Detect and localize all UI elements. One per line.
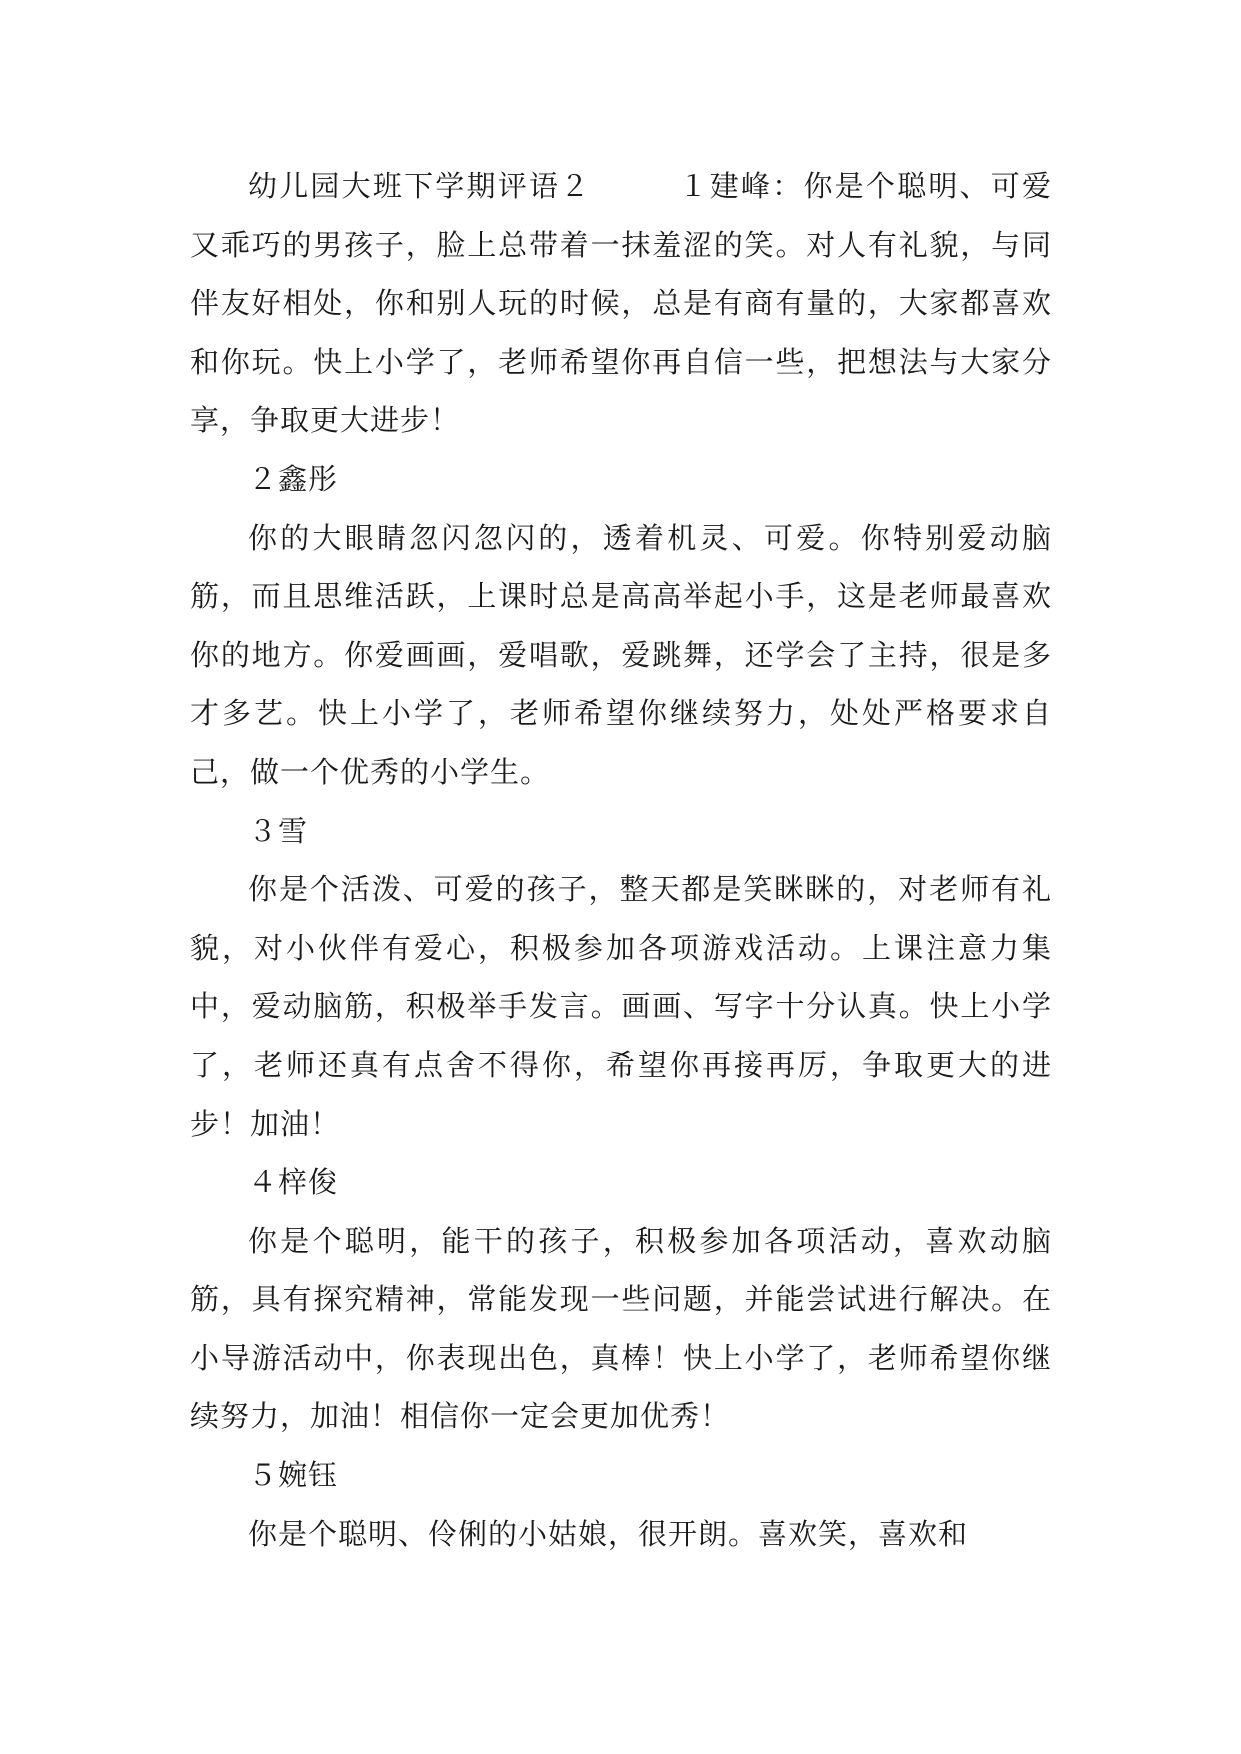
document-title: 幼儿园大班下学期评语２: [248, 169, 592, 203]
intro-paragraph: [190, 157, 1052, 450]
comment-paragraph: 你是个聪明，能干的孩子，积极参加各项活动，喜欢动脑筋，具有探究精神，常能发现一些问题，并能尝试进行解决。在小导游活动中，你表现出色，真棒！快上小学了，老师希望你继续努力，加油！相信你一定会更加优秀！: [190, 1223, 1052, 1434]
child-heading: ４梓俊: [248, 1165, 339, 1200]
comment-paragraph: 你的大眼睛忽闪忽闪的，透着机灵、可爱。你特别爱动脑筋，而且思维活跃，上课时总是高高举起小手，这是老师最喜欢你的地方。你爱画画，爱唱歌，爱跳舞，还学会了主持，很是多才多艺。快上小学了，老师希望你继续努力，处处严格要求自己，做一个优秀的小学生。: [190, 520, 1052, 789]
child-heading: ３雪: [248, 813, 309, 848]
comment-paragraph: 你是个活泼、可爱的孩子，整天都是笑眯眯的，对老师有礼貌，对小伙伴有爱心，积极参加各项游戏活动。上课注意力集中，爱动脑筋，积极举手发言。画画、写字十分认真。快上小学了，老师还真有点舍不得你，希望你再接再厉，争取更大的进步！加油！: [190, 872, 1052, 1141]
child-heading: ２鑫彤: [248, 461, 339, 496]
comment-paragraph: 你是个聪明、伶俐的小姑娘，很开朗。喜欢笑，喜欢和: [248, 1516, 969, 1551]
comment-text: 你是个聪明、可爱又乖巧的男孩子，脸上总带着一抹羞涩的笑。对人有礼貌，与同伴友好相处，你和别人玩的时候，总是有商有量的，大家都喜欢和你玩。快上小学了，老师希望你再自信一些，把想法与大家分享，争取更大进步！: [190, 169, 1052, 438]
child-heading: ５婉钰: [248, 1458, 339, 1493]
child-name-label: １建峰：: [677, 169, 804, 203]
document-body: [190, 157, 1052, 1563]
